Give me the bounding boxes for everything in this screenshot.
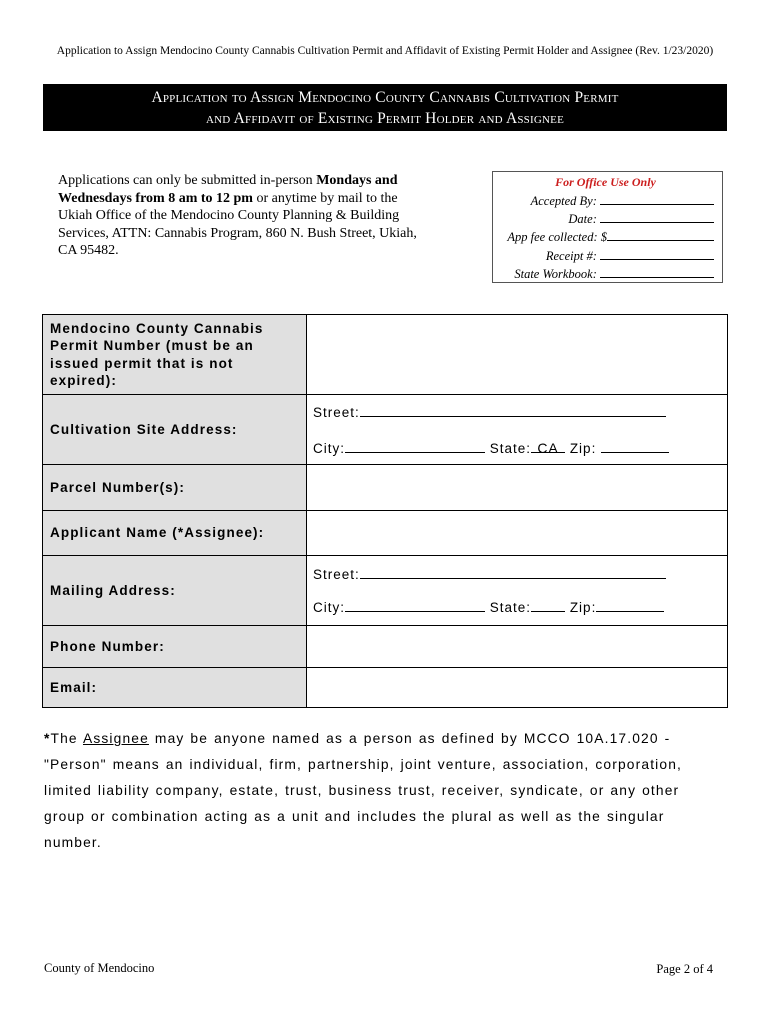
date-line bbox=[493, 210, 714, 228]
mailing-address-field[interactable] bbox=[307, 556, 728, 626]
footnote-assignee: Assignee bbox=[82, 731, 149, 746]
mail-city-label: City: bbox=[313, 600, 345, 615]
running-header: Application to Assign Mendocino County Cannabis Cultivation Permit and Affidavit of Existing Permit Holder and Assignee (Rev. 1/23/2020) bbox=[56, 45, 714, 57]
footer-page-number: Page 2 of 4 bbox=[656, 962, 713, 976]
receipt-field[interactable] bbox=[600, 248, 714, 260]
row-email bbox=[43, 668, 728, 708]
receipt-line bbox=[493, 247, 714, 265]
state-workbook-line bbox=[493, 265, 714, 283]
mail-zip-input[interactable] bbox=[596, 599, 664, 612]
site-address-label: Cultivation Site Address: bbox=[43, 395, 307, 465]
site-zip-input[interactable] bbox=[601, 440, 669, 453]
mail-state-input[interactable] bbox=[531, 599, 565, 612]
applicant-label: Applicant Name (*Assignee): bbox=[43, 511, 307, 556]
intro-text-1: Applications can only be submitted in-person bbox=[58, 173, 317, 188]
phone-field[interactable] bbox=[307, 626, 728, 668]
site-city-input[interactable] bbox=[345, 440, 485, 453]
parcel-field[interactable] bbox=[307, 465, 728, 511]
mail-street-label: Street: bbox=[313, 567, 360, 582]
site-state-input[interactable]: CA bbox=[531, 440, 565, 453]
title-line-1: Application to Assign Mendocino County Cannabis Cultivation Permit bbox=[151, 89, 619, 106]
application-form-table bbox=[42, 314, 728, 708]
intro-text-2: or anytime by mail to the Ukiah Office of the Mendocino County Planning & Building Services, ATTN: Cannabis Program, 860 N. Bush Street, Ukiah, CA 95482. bbox=[58, 190, 417, 258]
email-field[interactable] bbox=[307, 668, 728, 708]
mail-zip-label: Zip: bbox=[569, 600, 597, 615]
assignee-footnote bbox=[44, 726, 726, 856]
row-mailing-address bbox=[43, 556, 728, 626]
footnote-asterisk: * bbox=[44, 731, 51, 746]
mail-city-input[interactable] bbox=[345, 599, 485, 612]
title-line-2: and Affidavit of Existing Permit Holder and Assignee bbox=[205, 110, 564, 127]
submission-instructions bbox=[58, 172, 428, 260]
mail-city-line bbox=[313, 599, 727, 615]
footer-county: County of Mendocino bbox=[44, 961, 155, 975]
document-title bbox=[43, 84, 727, 131]
accepted-by-label: Accepted By: bbox=[530, 194, 597, 208]
site-street-input[interactable] bbox=[360, 404, 666, 417]
applicant-field[interactable] bbox=[307, 511, 728, 556]
footnote-the: The bbox=[50, 731, 83, 746]
site-address-field[interactable] bbox=[307, 395, 728, 465]
accepted-by-field[interactable] bbox=[600, 193, 714, 205]
site-street-label: Street: bbox=[313, 404, 360, 420]
row-applicant bbox=[43, 511, 728, 556]
office-use-header: For Office Use Only bbox=[555, 175, 656, 189]
state-workbook-field[interactable] bbox=[600, 266, 714, 278]
row-phone bbox=[43, 626, 728, 668]
footnote-text: may be anyone named as a person as defined by MCCO 10A.17.020 - "Person" means an individual, firm, partnership, joint venture, association, corporation, limited liability company, estate, trust, business trust, receiver, syndicate, or any other group or combination acting as a unit and includes the plural as well as the singular number. bbox=[44, 731, 683, 850]
office-use-box bbox=[492, 171, 723, 283]
site-street-line bbox=[313, 404, 727, 420]
site-city-label: City: bbox=[313, 440, 345, 456]
phone-label: Phone Number: bbox=[43, 626, 307, 668]
site-zip-label: Zip: bbox=[569, 440, 597, 456]
row-site-address bbox=[43, 395, 728, 465]
state-workbook-label: State Workbook: bbox=[514, 266, 597, 281]
mailing-address-label: Mailing Address: bbox=[43, 556, 307, 626]
mail-street-line bbox=[313, 566, 727, 582]
parcel-label: Parcel Number(s): bbox=[43, 465, 307, 511]
app-fee-field[interactable] bbox=[607, 229, 714, 241]
receipt-label: Receipt #: bbox=[545, 248, 597, 263]
row-parcel bbox=[43, 465, 728, 511]
permit-number-field[interactable] bbox=[307, 315, 728, 395]
intro-hours: Mondays and Wednesdays from 8 am to 12 pm bbox=[58, 173, 398, 206]
site-city-line bbox=[313, 440, 727, 456]
app-fee-line bbox=[493, 228, 714, 246]
site-state-label: State: bbox=[489, 440, 532, 456]
mail-street-input[interactable] bbox=[360, 566, 666, 579]
date-label: Date: bbox=[568, 212, 597, 227]
row-permit-number bbox=[43, 315, 728, 395]
date-field[interactable] bbox=[600, 211, 714, 223]
email-label: Email: bbox=[43, 668, 307, 708]
permit-number-label: Mendocino County Cannabis Permit Number (must be an issued permit that is not expired): bbox=[43, 315, 307, 395]
accepted-by-line bbox=[493, 192, 714, 210]
app-fee-label: App fee collected: $ bbox=[507, 230, 607, 245]
mail-state-label: State: bbox=[489, 600, 532, 615]
